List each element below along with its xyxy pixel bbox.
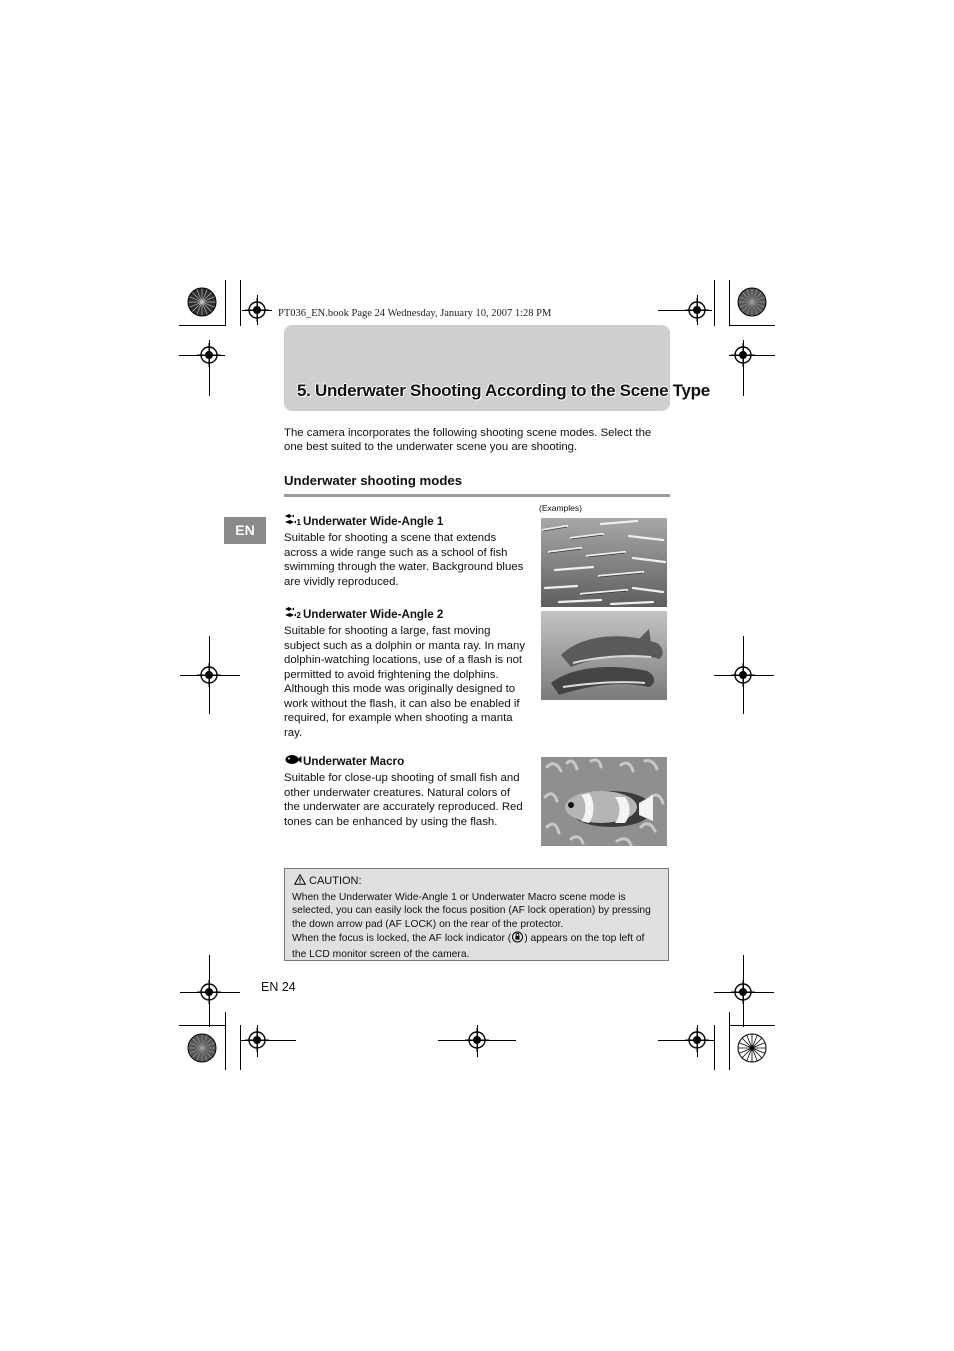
mode-title-text: Underwater Wide-Angle 2	[303, 607, 444, 621]
underwater-macro-icon	[284, 753, 302, 769]
school-of-fish-photo	[541, 518, 667, 607]
caution-line-1: When the Underwater Wide-Angle 1 or Underwater Macro scene mode is selected, you can easily lock the focus position (AF lock operation) by pressing the down arrow pad (AF LOCK) on the rear of the protector.	[292, 891, 651, 930]
caution-line-2a: When the focus is locked, the AF lock indicator (	[292, 933, 512, 944]
section-heading: Underwater shooting modes	[284, 473, 670, 497]
svg-text:2: 2	[296, 611, 301, 619]
caution-heading	[294, 874, 661, 890]
registration-mark-icon	[685, 1028, 709, 1052]
examples-label: (Examples)	[539, 503, 582, 513]
mode-entry	[284, 753, 529, 829]
mode-title	[284, 513, 529, 529]
clownfish-photo	[541, 757, 667, 846]
color-star-target-icon	[187, 287, 217, 317]
underwater-wide-angle-1-icon	[284, 513, 302, 529]
warning-triangle-icon	[294, 874, 306, 890]
mode-title	[284, 606, 529, 622]
registration-mark-icon	[465, 1028, 489, 1052]
registration-mark-icon	[731, 343, 755, 367]
dolphins-photo	[541, 611, 667, 700]
color-star-target-icon	[737, 287, 767, 317]
caution-line-2b: ) appears on the top left of the LCD monitor screen of the camera.	[292, 933, 645, 960]
language-tab: EN	[224, 517, 266, 544]
page-number: EN 24	[261, 980, 296, 994]
mode-description: Suitable for shooting a scene that extends across a wide range such as a school of fish swimming through the water. Background blues are vividly reproduced.	[284, 532, 524, 588]
registration-mark-icon	[197, 980, 221, 1004]
caution-box	[284, 868, 669, 961]
color-star-target-icon	[737, 1033, 767, 1063]
registration-mark-icon	[245, 1028, 269, 1052]
mode-title-text: Underwater Wide-Angle 1	[303, 514, 444, 528]
color-star-target-icon	[187, 1033, 217, 1063]
mode-entry	[284, 606, 529, 740]
registration-mark-icon	[731, 663, 755, 687]
book-header-line: PT036_EN.book Page 24 Wednesday, January 10, 2007 1:28 PM	[278, 308, 552, 319]
registration-mark-icon	[731, 980, 755, 1004]
af-lock-indicator-icon	[511, 931, 524, 948]
registration-mark-icon	[685, 298, 709, 322]
registration-mark-icon	[245, 298, 269, 322]
mode-title	[284, 753, 529, 769]
svg-text:1: 1	[296, 518, 301, 526]
title-banner	[284, 325, 710, 411]
caution-text	[292, 891, 661, 962]
mode-entry	[284, 513, 529, 589]
caution-title: CAUTION:	[309, 875, 362, 887]
mode-description: Suitable for close-up shooting of small fish and other underwater creatures. Natural colors of the underwater are accurately reproduced. Red tones can be enhanced by using the flash.	[284, 772, 523, 828]
mode-title-text: Underwater Macro	[303, 754, 405, 768]
intro-paragraph: The camera incorporates the following shooting scene modes. Select the one best suited to the underwater scene you are shooting.	[284, 427, 652, 453]
underwater-wide-angle-2-icon	[284, 606, 302, 622]
mode-description: Suitable for shooting a large, fast moving subject such as a dolphin or manta ray. In many dolphin-watching locations, use of a flash is not permitted to avoid frightening the dolphins. Although this mode was originally designed to work without the flash, it can also be enabled if required, for example when shooting a manta ray.	[284, 625, 526, 739]
registration-mark-icon	[197, 663, 221, 687]
registration-mark-icon	[197, 343, 221, 367]
page-title: 5. Underwater Shooting According to the Scene Type	[297, 381, 710, 400]
